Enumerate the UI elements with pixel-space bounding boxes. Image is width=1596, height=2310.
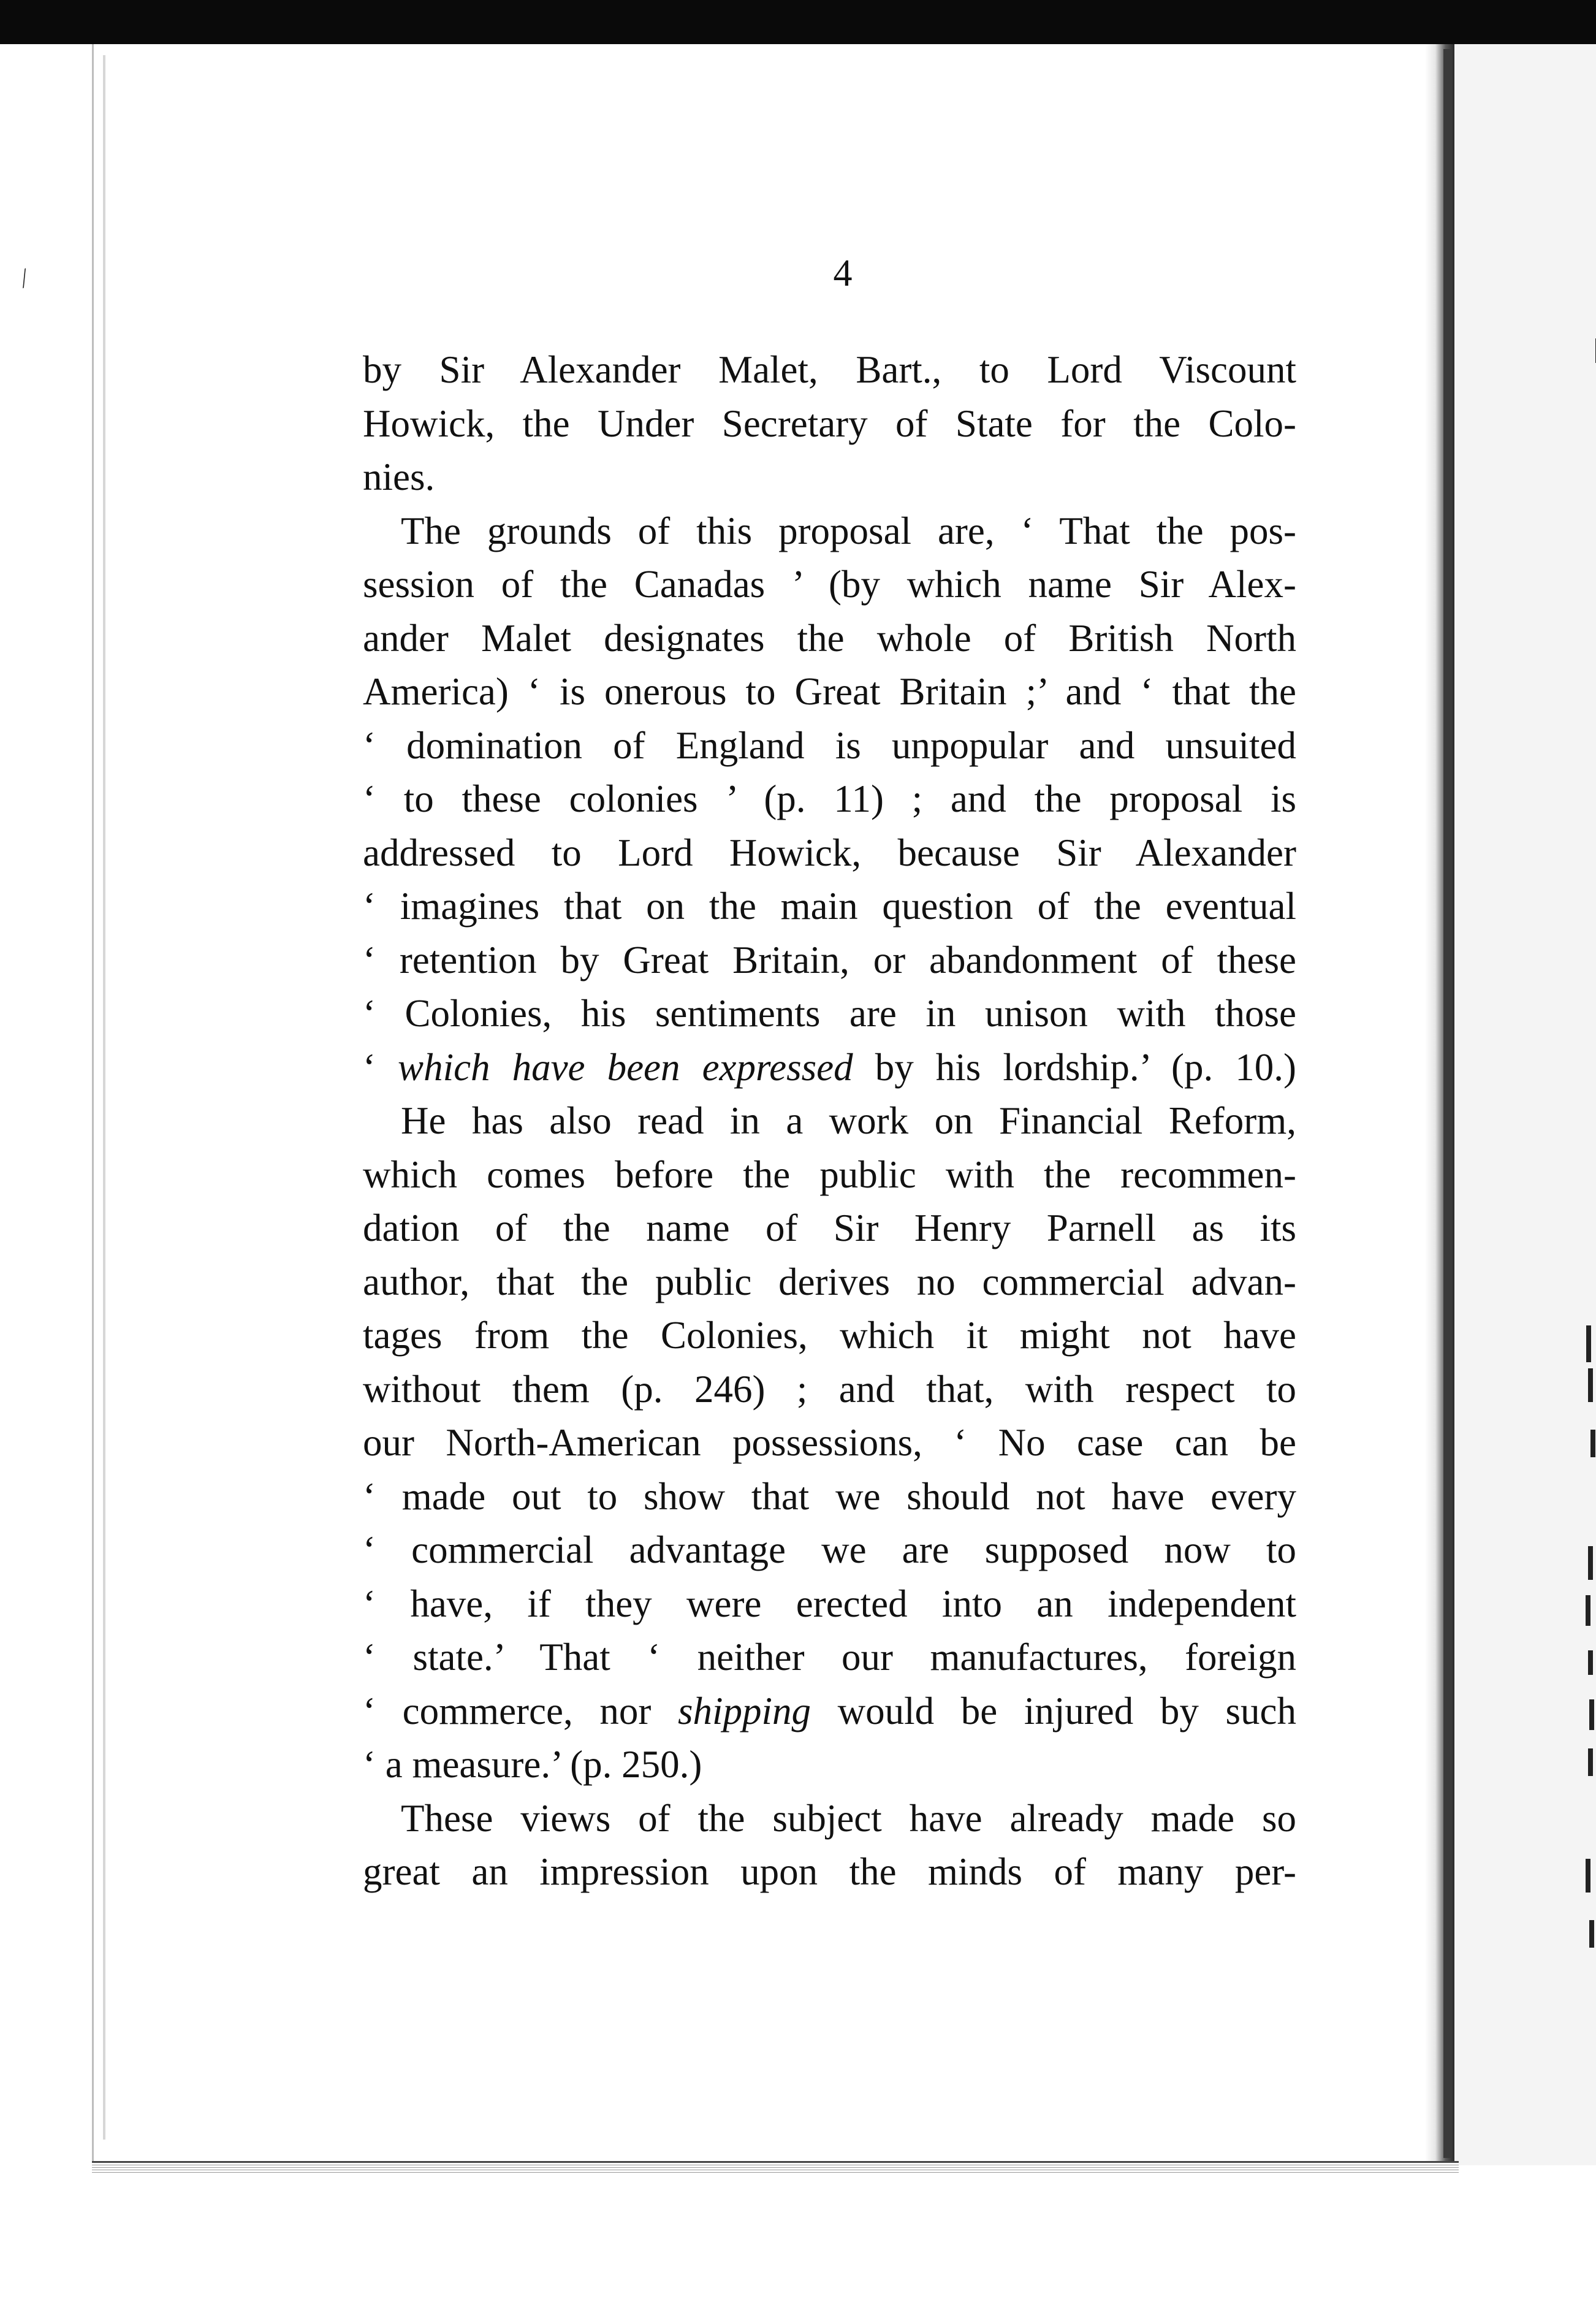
facing-page-strip: [1454, 44, 1596, 2165]
text-line: nies.: [363, 456, 435, 498]
text-line: addressed to Lord Howick, because Sir Alexander: [363, 831, 1296, 874]
page-edge-line: [103, 55, 105, 2140]
scan-background-bottom: [0, 2173, 1596, 2310]
text-run: by his lordship.’ (p. 10.): [853, 1045, 1296, 1089]
facing-page-glyph: [1589, 1699, 1594, 1730]
text-line: ‘ imagines that on the main question of the eventual: [363, 885, 1296, 928]
page-number: 4: [833, 253, 853, 294]
italic-phrase: shipping: [677, 1689, 811, 1732]
text-line: ‘ state.’ That ‘ neither our manufactures, foreign: [363, 1636, 1296, 1679]
text-run: ‘: [363, 1045, 398, 1089]
text-line: America) ‘ is onerous to Great Britain ;’ and ‘ that the: [363, 670, 1296, 713]
text-line: ‘ commercial advantage we are supposed now to: [363, 1528, 1296, 1571]
italic-phrase: which have been expressed: [398, 1045, 853, 1089]
text-line: session of the Canadas ’ (by which name Sir Alex-: [363, 563, 1296, 606]
facing-page-glyph: [1589, 1920, 1594, 1948]
scan-background-top: [0, 0, 1596, 44]
text-line: which comes before the public with the recommen-: [363, 1153, 1296, 1196]
facing-page-glyph: [1586, 1859, 1590, 1893]
text-line: ‘ made out to show that we should not have every: [363, 1474, 1296, 1518]
text-line: ‘ domination of England is unpopular and unsuited: [363, 723, 1296, 767]
text-line: ‘ a measure.’ (p. 250.): [363, 1743, 702, 1786]
text-line: author, that the public derives no commercial advan-: [363, 1260, 1296, 1303]
text-line: by Sir Alexander Malet, Bart., to Lord Viscount: [363, 348, 1296, 391]
facing-page-glyph: [1590, 1430, 1595, 1457]
text-line: dation of the name of Sir Henry Parnell as its: [363, 1206, 1296, 1249]
text-run: ‘ commerce, nor: [363, 1689, 678, 1732]
facing-page-glyph: [1586, 1595, 1590, 1626]
facing-page-glyph: [1588, 1546, 1593, 1580]
text-line: our North-American possessions, ‘ No case can be: [363, 1421, 1296, 1464]
stray-ink-mark: ⁄: [15, 265, 33, 291]
text-line: ander Malet designates the whole of British North: [363, 616, 1296, 660]
facing-page-glyph: [1588, 1748, 1593, 1776]
facing-page-glyph: [1588, 1368, 1593, 1402]
text-run: would be injured by such: [810, 1689, 1297, 1732]
body-text: [363, 343, 1296, 1899]
text-line: without them (p. 246) ; and that, with respect to: [363, 1367, 1296, 1411]
text-line: He has also read in a work on Financial Reform,: [401, 1099, 1296, 1142]
text-line: ‘ to these colonies ’ (p. 11) ; and the proposal is: [363, 777, 1296, 820]
text-line: great an impression upon the minds of many per-: [363, 1850, 1296, 1893]
text-line: tages from the Colonies, which it might not have: [363, 1314, 1296, 1357]
text-line: ‘ Colonies, his sentiments are in unison with those: [363, 992, 1296, 1035]
text-line: ‘ have, if they were erected into an independent: [363, 1582, 1296, 1625]
text-line: Howick, the Under Secretary of State for the Colo-: [363, 402, 1296, 445]
facing-page-glyph: [1586, 1325, 1591, 1362]
text-line: [363, 1041, 1296, 1095]
text-line: [363, 1685, 1296, 1739]
text-line: These views of the subject have already made so: [401, 1796, 1296, 1840]
binding-shadow: [1443, 49, 1452, 2158]
text-line: The grounds of this proposal are, ‘ That the pos-: [401, 509, 1296, 552]
facing-page-glyph: [1588, 1650, 1593, 1675]
text-line: ‘ retention by Great Britain, or abandonment of these: [363, 938, 1296, 982]
